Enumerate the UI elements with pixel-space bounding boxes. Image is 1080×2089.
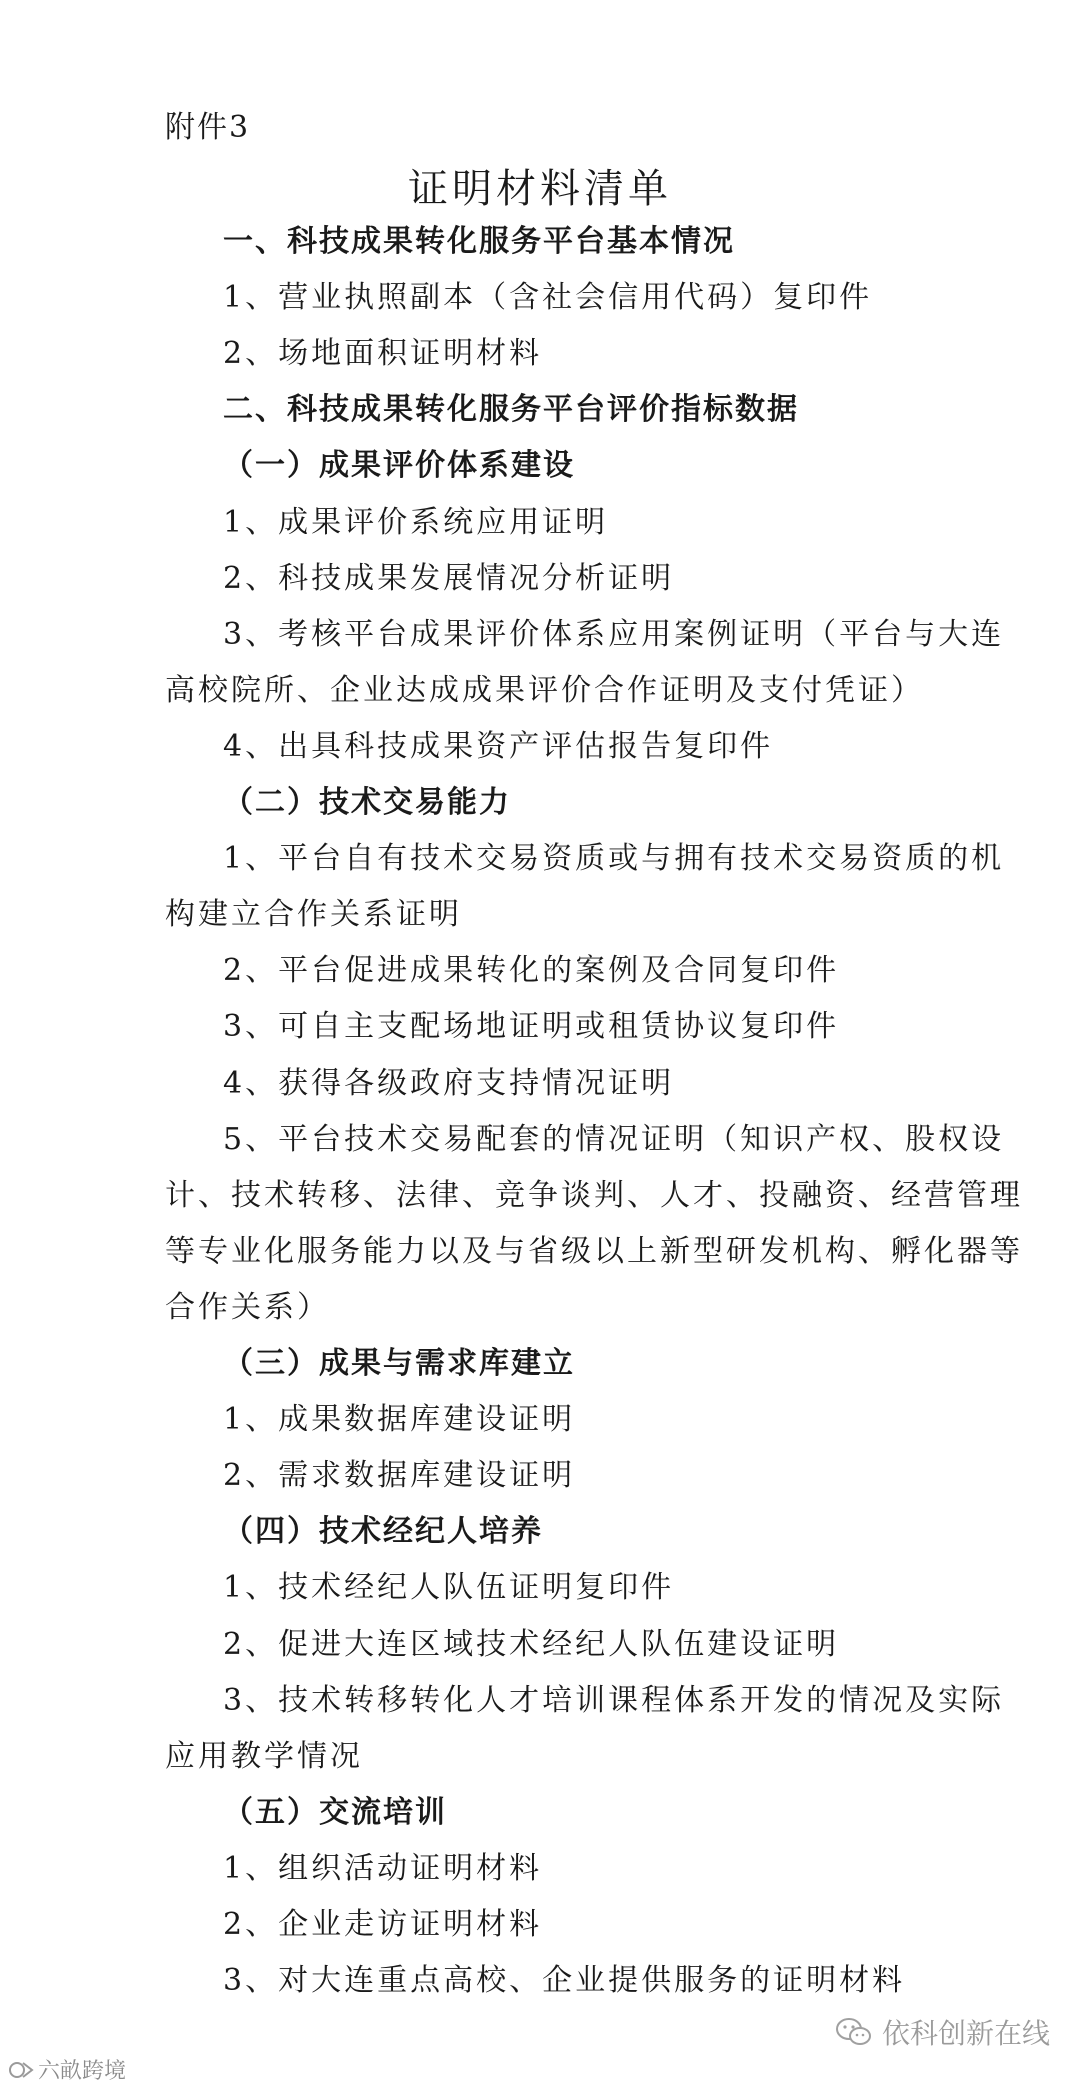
list-item: 3、可自主支配场地证明或租赁协议复印件 <box>223 1009 840 1044</box>
attachment-label: 附件3 <box>165 110 251 145</box>
subsection-heading: （五）交流培训 <box>223 1795 447 1830</box>
subsection-heading: （一）成果评价体系建设 <box>223 448 575 483</box>
list-item: 2、需求数据库建设证明 <box>223 1458 576 1493</box>
wechat-icon <box>834 2016 874 2048</box>
list-item: 3、考核平台成果评价体系应用案例证明（平台与大连 <box>223 617 1005 652</box>
list-item: 3、技术转移转化人才培训课程体系开发的情况及实际 <box>223 1683 1005 1718</box>
list-item: 5、平台技术交易配套的情况证明（知识产权、股权设 <box>223 1122 1005 1157</box>
subsection-heading: （二）技术交易能力 <box>223 785 511 820</box>
watermark-right-text: 依科创新在线 <box>881 2017 1050 2050</box>
list-item: 4、获得各级政府支持情况证明 <box>223 1066 675 1101</box>
subsection-heading: （三）成果与需求库建立 <box>223 1346 575 1381</box>
list-item: 1、技术经纪人队伍证明复印件 <box>223 1570 675 1605</box>
list-item: 3、对大连重点高校、企业提供服务的证明材料 <box>223 1963 906 1998</box>
list-item: 2、企业走访证明材料 <box>223 1907 543 1942</box>
list-item-continuation: 计、技术转移、法律、竞争谈判、人才、投融资、经营管理 <box>165 1178 1023 1213</box>
watermark-left-text: 六畝跨境 <box>38 2059 127 2084</box>
section-heading: 一、科技成果转化服务平台基本情况 <box>223 224 735 259</box>
list-item: 1、平台自有技术交易资质或与拥有技术交易资质的机 <box>223 841 1005 876</box>
logo-icon <box>8 2059 34 2081</box>
list-item-continuation: 构建立合作关系证明 <box>165 897 462 932</box>
list-item-continuation: 合作关系） <box>165 1290 330 1325</box>
list-item: 1、成果数据库建设证明 <box>223 1402 576 1437</box>
list-item: 4、出具科技成果资产评估报告复印件 <box>223 729 774 764</box>
subsection-heading: （四）技术经纪人培养 <box>223 1514 543 1549</box>
list-item: 2、科技成果发展情况分析证明 <box>223 561 675 596</box>
list-item: 2、促进大连区域技术经纪人队伍建设证明 <box>223 1627 840 1662</box>
list-item: 1、营业执照副本（含社会信用代码）复印件 <box>223 280 873 315</box>
list-item: 2、平台促进成果转化的案例及合同复印件 <box>223 953 840 988</box>
watermark-left <box>8 2054 126 2085</box>
list-item: 1、组织活动证明材料 <box>223 1851 543 1886</box>
watermark-right <box>834 2012 1050 2052</box>
section-heading: 二、科技成果转化服务平台评价指标数据 <box>223 392 799 427</box>
document-title: 证明材料清单 <box>408 166 672 212</box>
list-item-continuation: 等专业化服务能力以及与省级以上新型研发机构、孵化器等 <box>165 1234 1023 1269</box>
list-item: 2、场地面积证明材料 <box>223 336 543 371</box>
list-item-continuation: 应用教学情况 <box>165 1739 363 1774</box>
list-item-continuation: 高校院所、企业达成成果评价合作证明及支付凭证） <box>165 673 924 708</box>
list-item: 1、成果评价系统应用证明 <box>223 505 609 540</box>
